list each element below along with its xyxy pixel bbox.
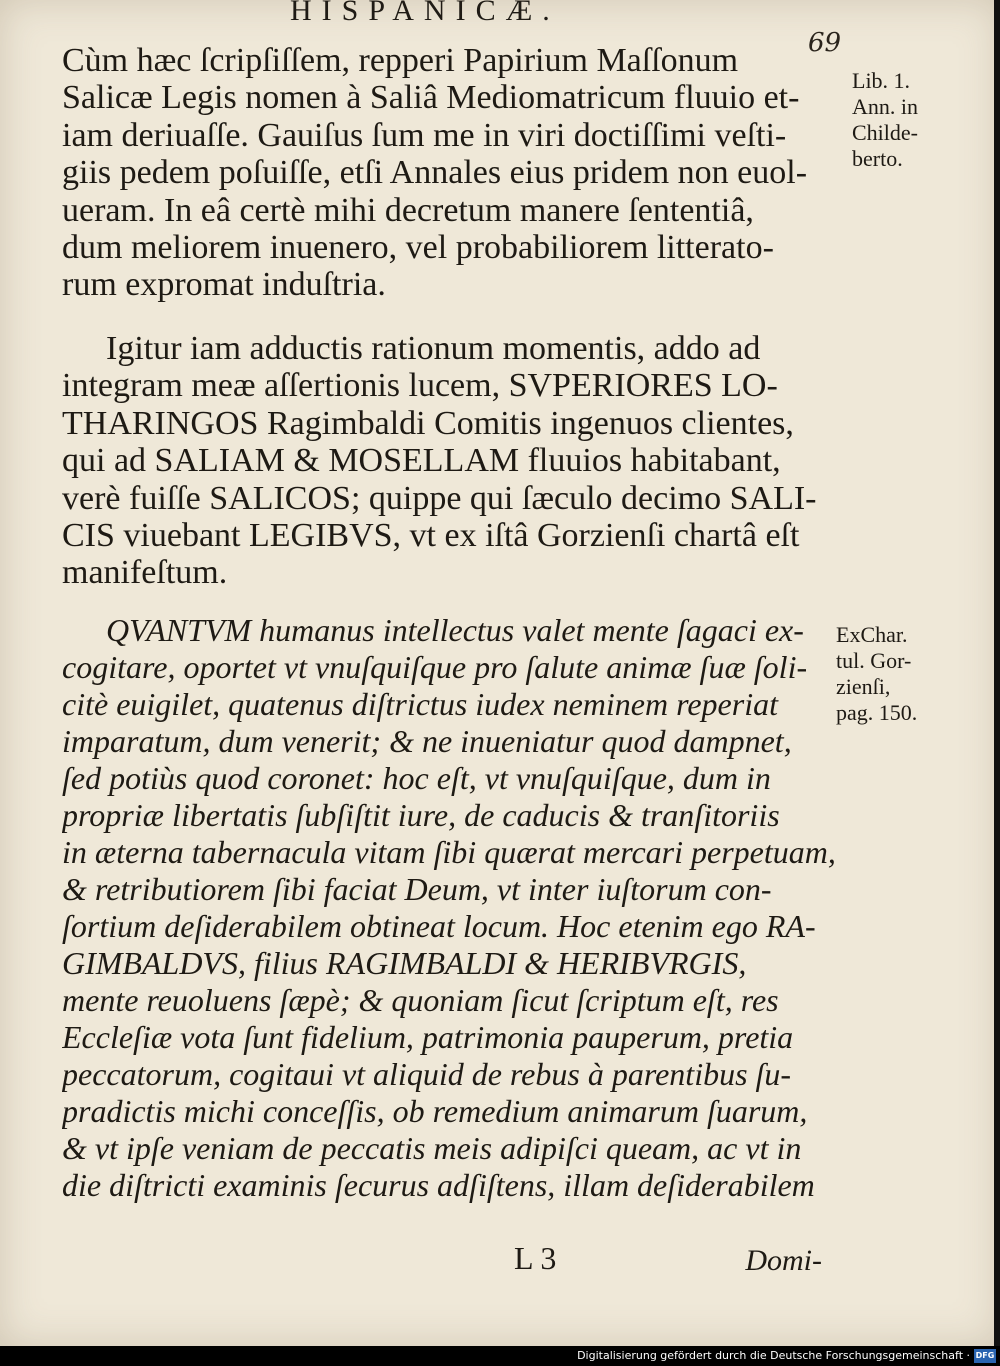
margin-note-line: zienſi,: [836, 674, 891, 699]
text-line: mente reuoluens ſæpè; & quoniam ſicut ſcriptum eſt, res: [62, 982, 779, 1018]
paragraph-2: [62, 330, 836, 592]
paragraph-1: [62, 42, 836, 304]
text-line: GIMBALDVS, filius RAGIMBALDI & HERIBVRGIS,: [62, 945, 747, 981]
margin-note-line: Lib. 1.: [852, 68, 911, 93]
digitization-footer: [0, 1346, 1000, 1366]
text-line: dum meliorem inuenero, vel probabiliorem litterato-: [62, 229, 774, 267]
catchword: Domi-: [745, 1244, 822, 1277]
text-line: ſortium deſiderabilem obtineat locum. Hoc etenim ego RA-: [62, 908, 816, 944]
text-line: in æterna tabernacula vitam ſibi quærat mercari perpetuam,: [62, 834, 836, 870]
catchline: [62, 1240, 822, 1280]
text-line: pradictis michi conceſſis, ob remedium animarum ſuarum,: [62, 1093, 808, 1129]
text-line: citè euigilet, quatenus diſtrictus iudex neminem reperiat: [62, 686, 778, 722]
margin-note-chartulary: [836, 622, 917, 726]
text-line: verè fuiſſe SALICOS; quippe qui ſæculo decimo SALI-: [62, 479, 817, 517]
text-line: ueram. In eâ certè mihi decretum manere ſententiâ,: [62, 191, 754, 229]
text-line: integram meæ aſſertionis lucem, SVPERIORES LO-: [62, 367, 778, 405]
text-line: iam deriuaſſe. Gauiſus ſum me in viri doctiſſimi veſti-: [62, 116, 787, 154]
margin-note-line: Childe-: [852, 120, 918, 145]
page-edge: [994, 0, 1000, 1346]
text-line: peccatorum, cogitaui vt aliquid de rebus à parentibus ſu-: [62, 1056, 792, 1092]
text-line: & retributiorem ſibi faciat Deum, vt inter iuſtorum con-: [62, 871, 772, 907]
text-line: CIS viuebant LEGIBVS, vt ex iſtâ Gorzienſi chartâ eſt: [62, 517, 800, 555]
text-line: ſed potiùs quod coronet: hoc eſt, vt vnuſquiſque, dum in: [62, 760, 771, 796]
text-line: propriæ libertatis ſubſiſtit iure, de caducis & tranſitoriis: [62, 797, 780, 833]
text-line: Igitur iam adductis rationum momentis, addo ad: [106, 330, 761, 367]
charter-quotation: [62, 612, 836, 1204]
margin-note-line: tul. Gor-: [836, 648, 912, 673]
margin-note-line: pag. 150.: [836, 700, 918, 725]
text-line: THARINGOS Ragimbaldi Comitis ingenuos clientes,: [62, 404, 794, 442]
text-line: Cùm hæc ſcripſiſſem, repperi Papirium Maſſonum: [62, 42, 739, 79]
dfg-logo: DFG: [974, 1349, 996, 1363]
text-line: rum expromat induſtria.: [62, 266, 386, 304]
page-number: 69: [808, 28, 842, 58]
text-line: & vt ipſe veniam de peccatis meis adipiſci queam, ac vt in: [62, 1130, 802, 1166]
margin-note-annales: [852, 68, 918, 172]
text-line: qui ad SALIAM & MOSELLAM fluuios habitabant,: [62, 442, 781, 480]
text-line: cogitare, oportet vt vnuſquiſque pro ſalute animæ ſuæ ſoli-: [62, 649, 808, 685]
text-line: die diſtricti examinis ſecurus adſiſtens, illam deſiderabilem: [62, 1167, 815, 1203]
signature-mark: L 3: [514, 1240, 557, 1276]
margin-note-line: ExChar.: [836, 622, 908, 647]
text-line: Salicæ Legis nomen à Saliâ Mediomatricum fluuio et-: [62, 79, 800, 117]
margin-note-line: Ann. in: [852, 94, 918, 119]
footer-credit: Digitalisierung gefördert durch die Deutsche Forschungsgemeinschaft ·: [577, 1349, 970, 1362]
text-line: QVANTVM humanus intellectus valet mente ſagaci ex-: [106, 612, 804, 648]
running-head: HISPANICÆ.: [290, 0, 560, 27]
margin-note-line: berto.: [852, 146, 903, 171]
text-line: Eccleſiæ vota ſunt fidelium, patrimonia pauperum, pretia: [62, 1019, 794, 1055]
text-line: giis pedem poſuiſſe, etſi Annales eius pridem non euol-: [62, 154, 808, 192]
text-line: imparatum, dum venerit; & ne inueniatur quod dampnet,: [62, 723, 792, 759]
text-line: manifeſtum.: [62, 554, 228, 592]
